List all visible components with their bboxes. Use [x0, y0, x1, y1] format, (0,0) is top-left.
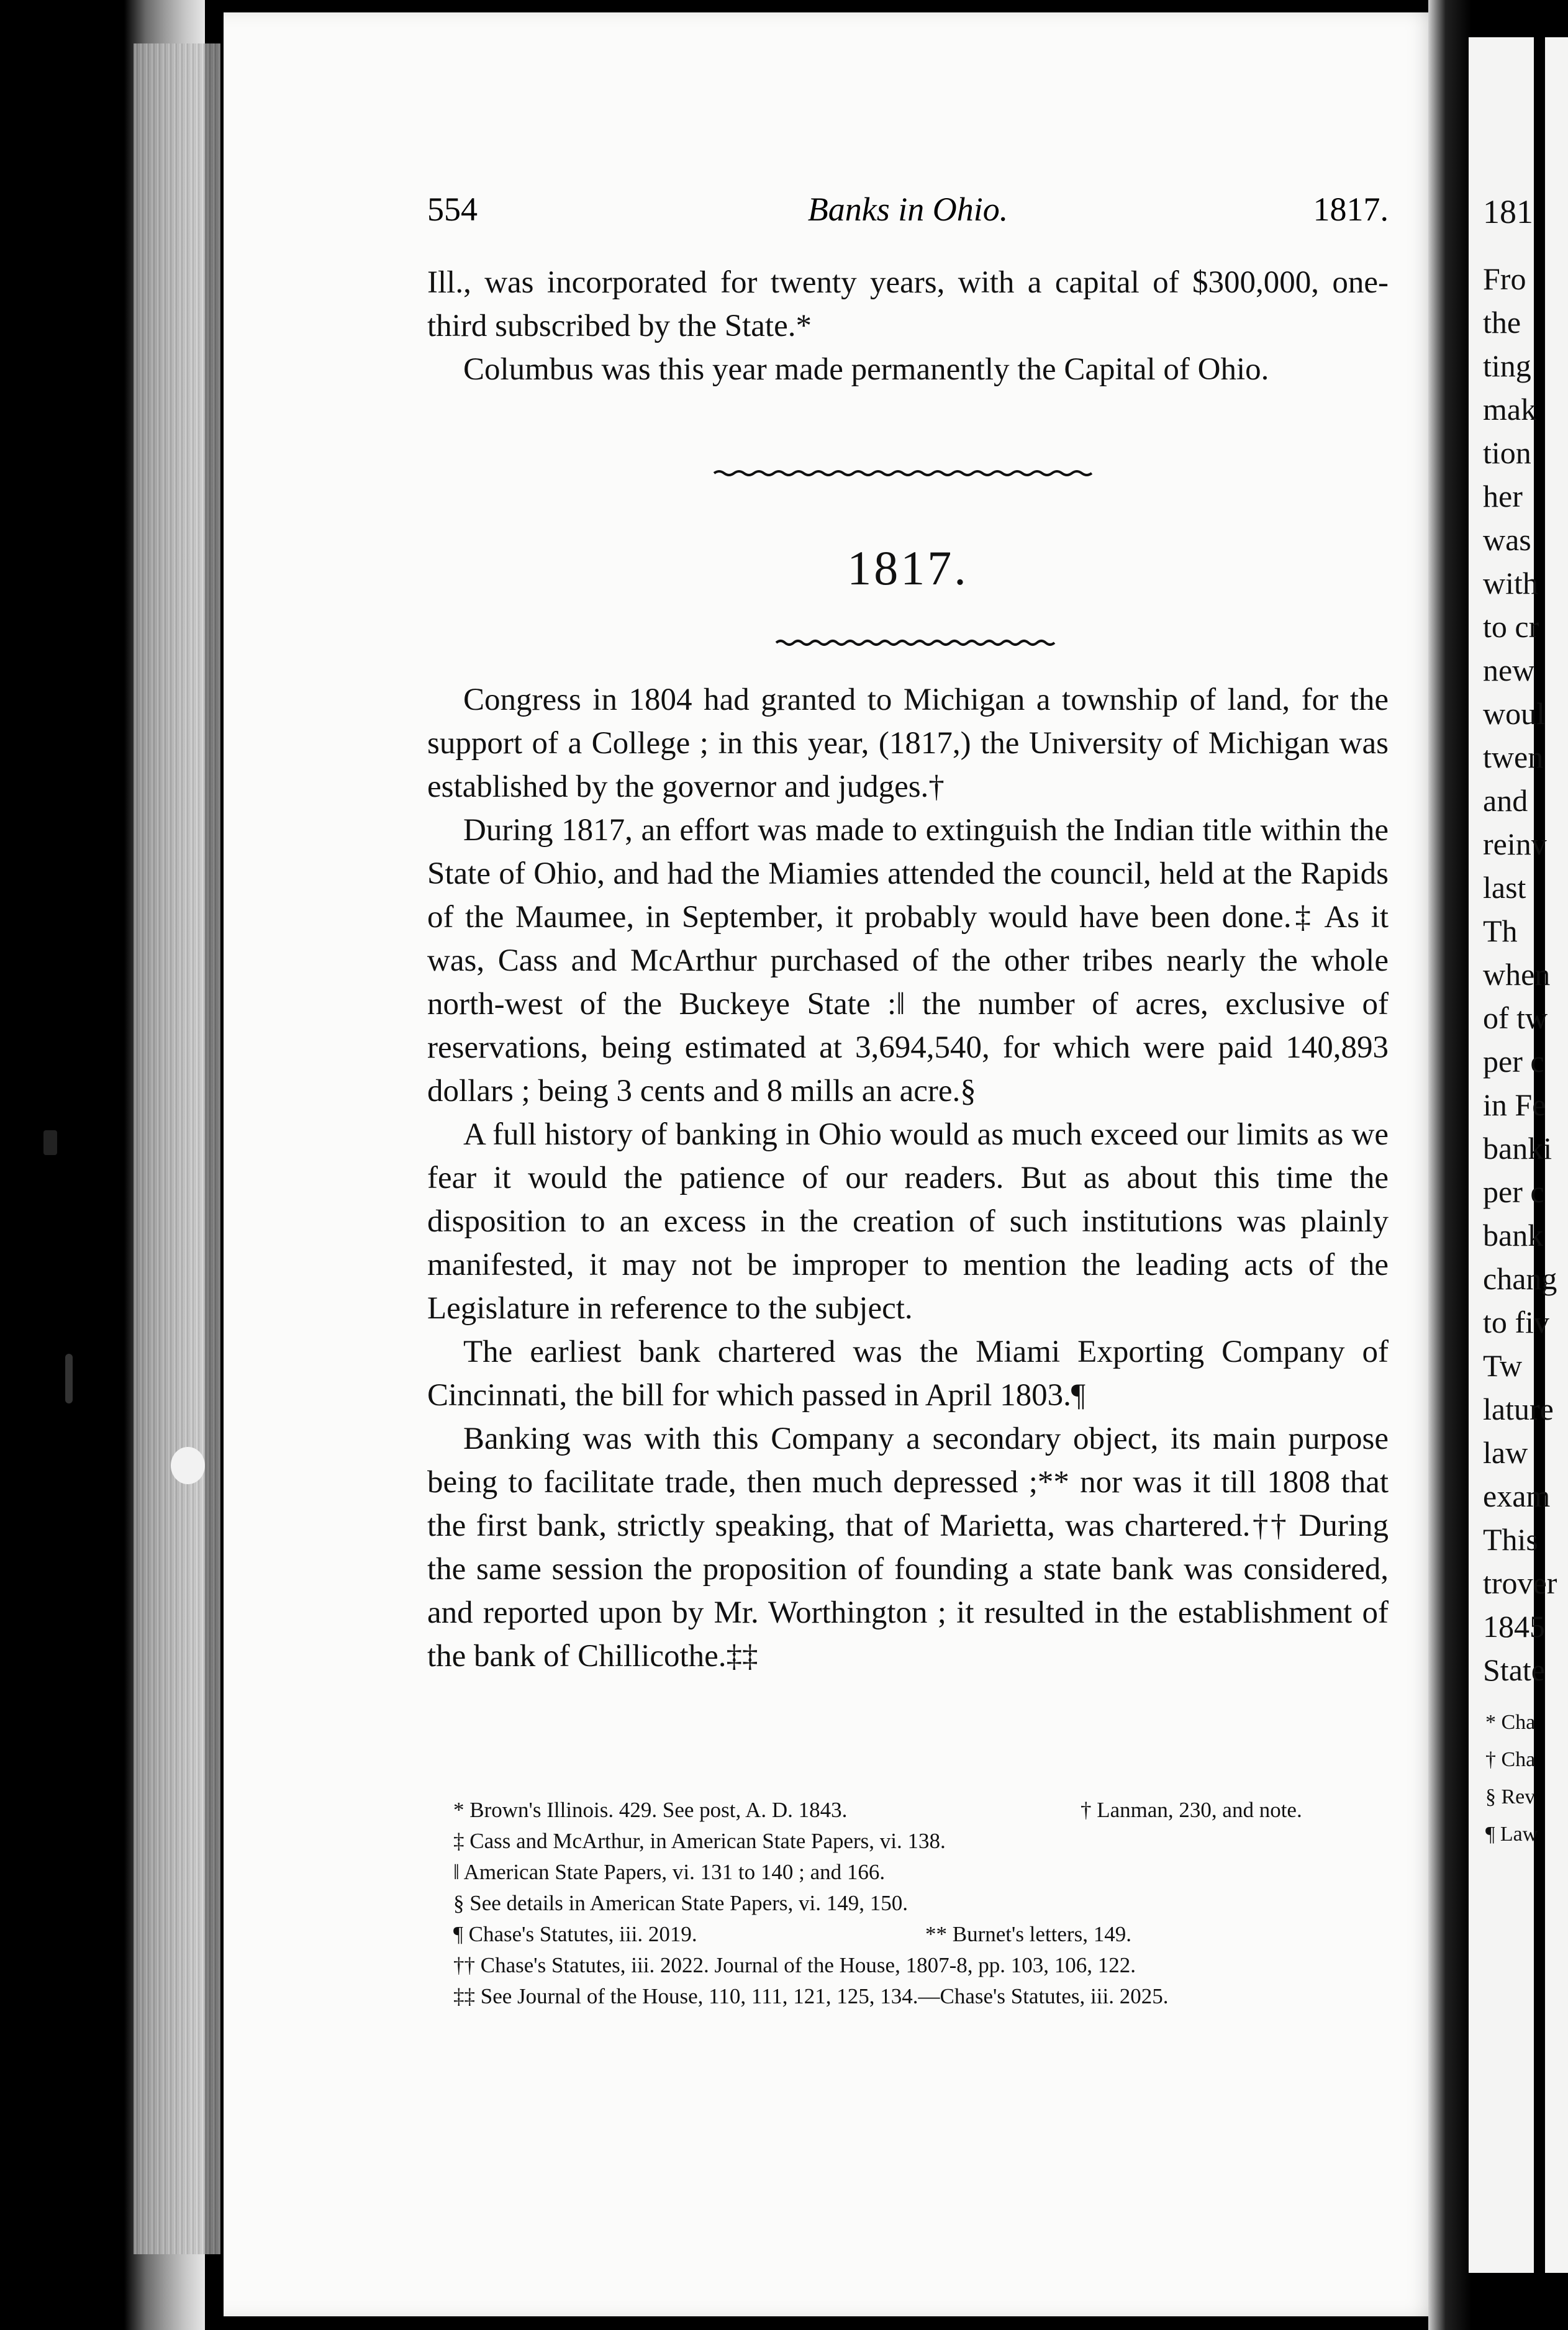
- header-year: 1817.: [1313, 191, 1389, 228]
- facing-page-line: her: [1483, 479, 1523, 514]
- footnote-text: ‖ American State Papers, vi. 131 to 140 ; and 166.: [453, 1860, 886, 1884]
- facing-page-line: last: [1483, 870, 1526, 905]
- page-edges: [134, 43, 220, 2254]
- facing-page-line: Fro: [1483, 261, 1526, 296]
- body-text: [427, 678, 1389, 1678]
- paragraph: During 1817, an effort was made to extinguish the Indian title within the State of Ohio, and had the Miamies attended the council, held at the Rapids of the Maumee, in September, it probably would have been done.‡ As it was, Cass and McArthur purchased of the other tribes nearly the whole north-west of the Buckeye State :‖ the number of acres, exclusive of reservations, being estimated at 3,694,540, for which were paid 140,893 dollars ; being 3 cents and 8 mills an acre.§: [427, 813, 1389, 1108]
- facing-page-line: per c: [1483, 1174, 1544, 1209]
- footnote-text: * Brown's Illinois. 429. See post, A. D. 1843.: [453, 1798, 848, 1822]
- facing-page-line: twen: [1483, 740, 1544, 774]
- facing-page-line: banki: [1483, 1131, 1552, 1166]
- running-title: Banks in Ohio.: [807, 191, 1008, 228]
- footnote: [453, 1950, 1385, 1981]
- facing-page-line: to cr: [1483, 609, 1539, 644]
- facing-page-line: with: [1483, 566, 1538, 601]
- facing-page-line: 1845: [1483, 1609, 1545, 1644]
- footnote-text: ** Burnet's letters, 149.: [925, 1922, 1131, 1946]
- footnote: [453, 1795, 1385, 1826]
- footnote: [453, 1919, 1385, 1950]
- facing-page-line: tion: [1483, 435, 1531, 470]
- paragraph: The earliest bank chartered was the Miami Exporting Company of Cincinnati, the bill for which passed in April 1803.¶: [427, 1335, 1389, 1413]
- footnote-text: § See details in American State Papers, vi. 149, 150.: [453, 1891, 908, 1915]
- facing-page-line: woul: [1483, 696, 1545, 731]
- facing-page-line: law: [1483, 1435, 1528, 1470]
- footnote-text: † Lanman, 230, and note.: [1081, 1798, 1302, 1822]
- margin-speck: [43, 1130, 57, 1155]
- paragraph: Columbus was this year made permanently the Capital of Ohio.: [463, 352, 1269, 387]
- facing-page-line: mak: [1483, 392, 1537, 427]
- facing-page-line: new: [1483, 653, 1535, 687]
- footnote: [453, 1981, 1385, 2012]
- wavy-rule-ornament: [714, 467, 1099, 479]
- facing-page-line: ting: [1483, 348, 1531, 383]
- facing-page-line: bank: [1483, 1218, 1544, 1253]
- facing-page-footnote: * Cha: [1485, 1711, 1536, 1734]
- facing-page-line: State: [1483, 1652, 1545, 1687]
- facing-page-line: chang: [1483, 1261, 1557, 1296]
- footnote-text: ¶ Chase's Statutes, iii. 2019.: [453, 1922, 697, 1946]
- paragraph: Banking was with this Company a secondary object, its main purpose being to facilitate trade, then much depressed ;** nor was it till 1808 that the first bank, strictly speaking, that of Marietta, was chartered.†† During the same session the proposition of founding a state bank was considered, and reported upon by Mr. Worthington ; it resulted in the establishment of the bank of Chillicothe.‡‡: [427, 1421, 1389, 1674]
- paragraph: Congress in 1804 had granted to Michigan a township of land, for the support of a College ; in this year, (1817,) the University of Michigan was established by the governor and judges.†: [427, 682, 1389, 804]
- footnotes: [453, 1795, 1385, 2012]
- facing-page-line: This: [1483, 1522, 1538, 1557]
- wavy-rule-ornament: [776, 637, 1056, 649]
- facing-page-line: 181: [1483, 193, 1533, 230]
- facing-page-footnote: ¶ Law: [1485, 1823, 1538, 1846]
- intro-text: [427, 261, 1389, 391]
- facing-page-line: the: [1483, 305, 1521, 340]
- facing-page-line: in Fe: [1483, 1087, 1546, 1122]
- running-header: [427, 190, 1389, 240]
- facing-page-footnote: † Cha: [1485, 1748, 1536, 1771]
- footnote: [453, 1826, 1385, 1857]
- facing-page-footnote: § Rev: [1485, 1785, 1536, 1808]
- facing-page-line: and: [1483, 783, 1528, 818]
- facing-page-line: per c: [1483, 1044, 1544, 1079]
- facing-page-line: lature: [1483, 1392, 1554, 1426]
- section-heading: 1817.: [847, 541, 969, 595]
- paper-spot: [171, 1447, 205, 1484]
- paragraph: Ill., was incorporated for twenty years, with a capital of $300,000, one-third subscribed by the State.*: [427, 265, 1389, 343]
- facing-page-line: exam: [1483, 1479, 1551, 1513]
- facing-page-line: of tw: [1483, 1000, 1548, 1035]
- facing-page-line: was: [1483, 522, 1531, 557]
- footnote-text: ‡‡ See Journal of the House, 110, 111, 121, 125, 134.—Chase's Statutes, iii. 2025.: [453, 1984, 1169, 2008]
- facing-page-line: trover: [1483, 1566, 1557, 1600]
- page-number: 554: [427, 191, 478, 228]
- paragraph: A full history of banking in Ohio would as much exceed our limits as we fear it would the patience of our readers. But as about this time the disposition to an excess in the creation of such institutions was plainly manifested, it may not be improper to mention the leading acts of the Legislature in reference to the subject.: [427, 1117, 1389, 1326]
- facing-page-line: to fiv: [1483, 1305, 1549, 1340]
- footnote-text: †† Chase's Statutes, iii. 2022. Journal of the House, 1807-8, pp. 103, 106, 122.: [453, 1953, 1136, 1977]
- margin-speck: [65, 1354, 73, 1403]
- facing-page-line: when: [1483, 957, 1551, 992]
- footnote: [453, 1888, 1385, 1919]
- book-gutter: [1428, 0, 1472, 2330]
- facing-page-line: Tw: [1483, 1348, 1523, 1383]
- facing-page-line: reinv: [1483, 827, 1547, 861]
- facing-page-line: Th: [1483, 913, 1518, 948]
- footnote: [453, 1857, 1385, 1888]
- footnote-text: ‡ Cass and McArthur, in American State Papers, vi. 138.: [453, 1829, 946, 1853]
